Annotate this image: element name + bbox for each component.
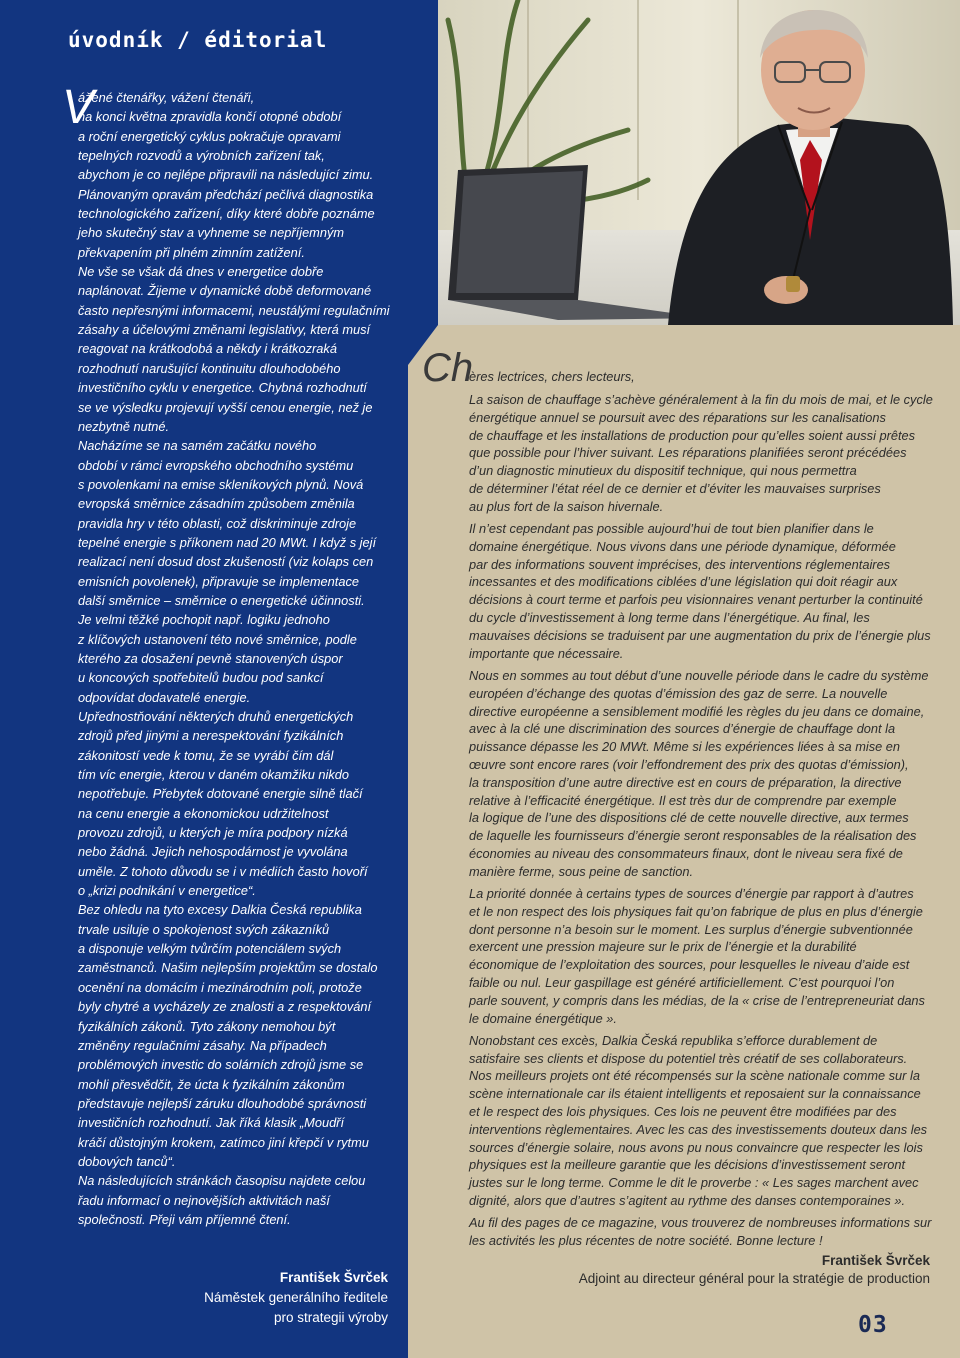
french-text-line: incessantes et des modifications ciblées d’une législation qui doit réagir aux [469, 574, 898, 590]
czech-text-line: problémových investic do solárních zdrojů jsme se [78, 1057, 364, 1073]
french-text-line: puissance dépasse les 20 MWt. Même si les expériences liées à sa mise en [469, 739, 901, 755]
french-text-line: par des informations souvent imprécises, des interventions réglementaires [469, 556, 891, 572]
french-text-line: avec à la clé une discrimination des sources d’énergie de chauffage dont la [469, 721, 896, 737]
french-text-line: de laquelle les fournisseurs d’énergie seront responsables de la réalisation des [469, 828, 917, 844]
czech-text-line: investičních rozhodnutí. Jak říká klasik „Moudří [78, 1115, 344, 1131]
czech-text-line: Plánovaným opravám předchází pečlivá diagnostika [78, 186, 374, 202]
czech-drop-cap: V [62, 81, 95, 134]
french-paragraph [469, 1214, 939, 1250]
french-text-line: Nous en sommes au tout début d’une nouvelle période dans le cadre du système [469, 667, 929, 683]
czech-text-line: další směrnice – směrnice o energetické účinnosti. [78, 592, 365, 608]
czech-signature-title-line1: Náměstek generálního ředitele [204, 1290, 388, 1305]
french-text-line: dont personne n’a besoin sur le moment. Les surplus d’énergie subventionnée [469, 921, 913, 937]
czech-text-line: o „krizi podnikání v energetice“. [78, 883, 256, 899]
french-text-line: œuvre sont encore rares (voir l’effondrement des prix des quotas d’émission), [469, 756, 909, 772]
czech-text-line: překvapením při plném zimním zatížení. [78, 244, 305, 260]
french-text-line: économique de l’exploitation des sources, pour lesquelles le niveau d’aide est [469, 957, 910, 973]
czech-text-line: na konci května zpravidla končí otopné období [78, 109, 342, 125]
french-editorial-text [469, 391, 939, 1254]
czech-text-line: trvale usiluje o spokojenost svých zákazníků [78, 921, 330, 937]
czech-text-line: uměle. Z tohoto důvodu se i v médiích často hovoří [78, 863, 368, 879]
czech-text-line: nepotřebuje. Přebytek dotované energie silně tlačí [78, 786, 363, 802]
czech-text-line: Ne vše se však dá dnes v energetice dobře [78, 264, 324, 280]
czech-text-line: tepelné energie s příkonem nad 20 MWt. I když s její [78, 534, 377, 550]
french-text-line: de chauffage et les installations de production pour qu’elles soient aussi prêtes [469, 427, 916, 443]
french-paragraph [469, 885, 939, 1027]
french-text-line: décisions à court terme et parfois peu visionnaires venant perturber la continuité [469, 592, 923, 608]
czech-signature [204, 1268, 388, 1328]
czech-text-line: reagovat na krátkodobá a někdy i krátkozraká [78, 341, 337, 357]
french-text-line: le domaine énergétique ». [469, 1010, 617, 1026]
french-text-line: exercent une pression majeure sur le prix de l’énergie et la durabilité [469, 939, 857, 955]
czech-text-line: kterého za dosažení pevně stanovených úspor [78, 650, 343, 666]
czech-text-line: z klíčových ustanovení této nové směrnice, podle [78, 631, 357, 647]
french-paragraph [469, 520, 939, 662]
czech-editorial-text [78, 88, 408, 1229]
french-text-line: Il n’est cependant pas possible aujourd’hui de tout bien planifier dans le [469, 521, 874, 537]
french-text-line: importante que nécessaire. [469, 645, 624, 661]
czech-text-line: změněny regulačními zásahy. Na případech [78, 1037, 327, 1053]
czech-text-line: kráčí důstojným krokem, zatímco jiní křepčí v rytmu [78, 1134, 369, 1150]
czech-text-line: a roční energetický cyklus pokračuje opravami [78, 128, 341, 144]
french-text-line: parle souvent, y compris dans les médias, de la « crise de l’entrepreneuriat dans [469, 992, 925, 1008]
french-text-line: au plus fort de la saison hivernale. [469, 498, 664, 514]
czech-text-line: ážené čtenářky, vážení čtenáři, [78, 90, 255, 105]
french-text-line: que possible pour l’hiver suivant. Les réparations planifiées seront précédées [469, 445, 907, 461]
czech-text-line: u koncových spotřebitelů budou pod sankcí [78, 670, 324, 686]
french-text-line: relative à l’efficacité énergétique. Il est très dur de comprendre par exemple [469, 792, 897, 808]
czech-signature-name: František Švrček [279, 1270, 388, 1285]
czech-text-line: společnosti. Přeji vám příjemné čtení. [78, 1211, 291, 1227]
french-text-line: d’un diagnostic minutieux du dispositif technique, qui nous permettra [469, 463, 857, 479]
french-text-line: Nonobstant ces excès, Dalkia Česká republika s’efforce durablement de [469, 1032, 878, 1048]
czech-text-line: zdrojů před jinými a nerespektování fyzikálních [78, 728, 344, 744]
french-text-line: dignité, alors que d’autres s’agitent au rythme des danses contemporaines ». [469, 1193, 906, 1209]
czech-text-line: evropská směrnice zásadním způsobem změnila [78, 496, 355, 512]
czech-text-line: ocenění na domácím i mezinárodním poli, protože [78, 979, 362, 995]
french-text-line: du cycle d’investissement à long terme dans l’énergétique. Au final, les [469, 610, 870, 626]
czech-text-line: Nacházíme se na samém začátku nového [78, 438, 317, 454]
french-drop-cap: Ch [422, 346, 474, 390]
czech-text-line: technologického zařízení, díky které dobře poznáme [78, 206, 375, 222]
czech-text-line: abychom je co nejlépe připravili na následující zimu. [78, 167, 374, 183]
french-paragraph [469, 667, 939, 881]
czech-text-line: jeho skutečný stav a vyhneme se nepříjemným [78, 225, 345, 241]
french-signature [579, 1252, 930, 1288]
french-paragraph [469, 391, 939, 516]
french-text-line: domaine énergétique. Nous vivons dans une période dynamique, déformée [469, 538, 896, 554]
french-text-line: satisfaire ses clients et dispose du potentiel très créatif de ses collaborateurs. [469, 1050, 908, 1066]
czech-text-line: zákonitostí vede k tomu, že se vyrábí čím dál [78, 747, 334, 763]
czech-text-line: dobových tanců“. [78, 1153, 176, 1169]
czech-text-line: zaměstnanců. Našim nejlepším projektům se dostalo [78, 960, 378, 976]
french-text-line: économies au niveau des consommateurs finaux, dont le niveau sera fixé de [469, 845, 903, 861]
french-text-line: et le respect des lois physiques. Ces lois ne peuvent être modifiées par des [469, 1104, 897, 1120]
french-text-line: énergétique annuel se poursuit avec des réparations sur les canalisations [469, 409, 886, 425]
french-text-line: directive européenne a sensiblement modifié les règles du jeu dans ce domaine, [469, 703, 925, 719]
french-signature-title: Adjoint au directeur général pour la stratégie de production [578, 1271, 930, 1286]
french-text-line: scène internationale car ils étaient intelligents et reposaient sur la connaissance [469, 1086, 921, 1102]
french-paragraph [469, 1032, 939, 1210]
french-text-line: de déterminer l’état réel de ce dernier et d’éviter les mauvaises surprises [469, 480, 881, 496]
czech-text-line: odpovídat dodavatelé energie. [78, 689, 251, 705]
czech-text-line: s povolenkami na emise skleníkových plynů. Nová [78, 476, 364, 492]
czech-signature-title-line2: pro strategii výroby [273, 1310, 388, 1325]
czech-text-line: často nepřesnými informacemi, neustálými regulačními [78, 302, 390, 318]
czech-text-line: zásahy a účelovými změnami legislativy, která musí [78, 322, 371, 338]
page-number: 03 [858, 1312, 888, 1338]
french-text-line: mauvaises décisions se traduisent par une augmentation du prix de l’énergie plus [469, 627, 931, 643]
czech-text-line: řadu informací o nejnovějších aktivitách naší [78, 1192, 330, 1208]
french-text-line: physiques est la meilleure garantie que les décisions d’investissement seront [469, 1157, 906, 1173]
czech-text-line: tím víc energie, kterou v daném okamžiku nikdo [78, 767, 349, 783]
french-text-line: Au fil des pages de ce magazine, vous trouverez de nombreuses informations sur [469, 1215, 932, 1231]
french-text-line: interventions règlementaires. Avec les cas des investissements douteux dans les [469, 1121, 928, 1137]
czech-text-line: Na následujících stránkách časopisu najdete celou [78, 1173, 366, 1189]
czech-text-line: Bez ohledu na tyto excesy Dalkia Česká republika [78, 902, 362, 918]
czech-text-line: tepelných rozvodů a výrobních zařízení tak, [78, 148, 325, 164]
french-greeting: ères lectrices, chers lecteurs, [469, 369, 635, 384]
czech-text-line: představuje nejlepší záruku dlouhodobé správnosti [78, 1095, 367, 1111]
french-text-line: manière ferme, sous peine de sanction. [469, 863, 694, 879]
czech-text-line: investičního cyklu v energetice. Chybná rozhodnutí [78, 380, 367, 396]
french-text-line: La priorité donnée à certains types de sources d’énergie par rapport à d’autres [469, 886, 914, 902]
czech-text-line: provozu zdrojů, u kterých je míra podpory nízká [78, 825, 348, 841]
czech-text-line: fyzikálních zákonů. Tyto zákony nemohou být [78, 1018, 336, 1034]
author-portrait-photo [438, 0, 960, 325]
czech-text-line: na cenu energie a ekonomickou udržitelnost [78, 805, 329, 821]
czech-text-line: pravidla hry v této oblasti, což diskriminuje zdroje [78, 515, 357, 531]
french-text-line: faible ou nul. Leur gaspillage est généré artificiellement. C’est pourquoi l’on [469, 975, 895, 990]
czech-text-line: se ve výsledku projevují vyšší cenou energie, než je [78, 399, 373, 415]
french-text-line: justes sur le long terme. Comme le dit le proverbe : « Les sages marchent avec [469, 1175, 919, 1191]
czech-text-line: realizací není dosud dost zkušeností (viz kolaps cen [78, 554, 374, 570]
czech-text-line: rozhodnutí narušující kontinuitu dlouhodobého [78, 360, 341, 376]
czech-text-line: mohli přesvědčit, že úcta k fyzikálním zákonům [78, 1076, 345, 1092]
french-text-line: et le non respect des lois physiques fait qu’on fabrique de plus en plus d’énergie [469, 903, 923, 919]
french-text-line: La saison de chauffage s’achève généralement à la fin du mois de mai, et le cycle [469, 392, 933, 407]
czech-text-line: nezbytně nutné. [78, 418, 170, 434]
french-text-line: sources d’énergie solaire, nous avons pu nous convaincre que respecter les lois [469, 1139, 923, 1155]
czech-text-line: období v rámci evropského obchodního systému [78, 457, 354, 473]
czech-text-line: a disponuje velkým tvůrčím potenciálem svých [78, 941, 342, 957]
czech-text-line: Upřednostňování některých druhů energetických [78, 709, 354, 724]
section-title: úvodník / éditorial [68, 28, 328, 52]
french-text-line: la logique de l’une des dispositions clé de cette nouvelle directive, aux termes [469, 810, 909, 826]
czech-text-line: nebo žádná. Jejich nehospodárnost je vyvolána [78, 844, 348, 860]
french-text-line: Nos meilleurs projets ont été récompensés sur la scène nationale comme sur la [469, 1068, 920, 1084]
french-text-line: la transposition d’une autre directive est en cours de préparation, la directive [469, 774, 902, 790]
french-text-line: européen d’échange des quotas d’émission des gaz de serre. La nouvelle [469, 685, 888, 701]
czech-text-line: emisních povolenek), připravuje se implementace [78, 573, 359, 589]
french-signature-name: František Švrček [821, 1253, 930, 1268]
czech-text-line: Je velmi těžké pochopit např. logiku jednoho [78, 612, 330, 628]
french-text-line: les activités les plus récentes de notre société. Bonne lecture ! [469, 1233, 823, 1249]
czech-text-line: byly chytré a vycházely ze znalosti a z respektování [78, 999, 372, 1015]
czech-text-line: naplánovat. Žijeme v dynamické době deformované [78, 283, 372, 299]
